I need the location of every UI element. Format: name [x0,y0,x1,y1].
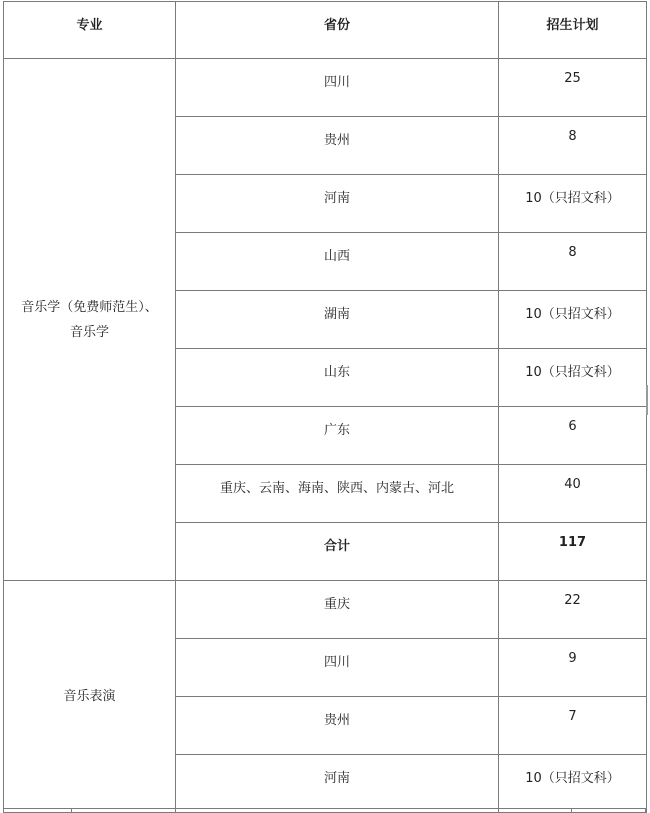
quota-cell: 40 [499,465,647,523]
quota-cell: 22 [499,581,647,639]
quota-cell: 6 [499,407,647,465]
major-name-line: 音乐学 [69,324,109,340]
table-header-row [4,2,647,59]
scroll-edge-mark [646,385,648,415]
enrollment-plan-table [3,1,647,813]
province-cell: 山西 [176,233,499,291]
quota-cell: 10（只招文科） [499,291,647,349]
quota-cell: 10（只招文科） [499,755,647,813]
province-cell: 贵州 [176,117,499,175]
table-row [4,581,647,639]
province-cell: 广东 [176,407,499,465]
province-cell: 河南 [176,175,499,233]
province-cell: 四川 [176,639,499,697]
quota-cell: 8 [499,117,647,175]
next-row-edge [3,808,646,813]
province-cell: 四川 [176,59,499,117]
province-cell: 湖南 [176,291,499,349]
header-quota: 招生计划 [499,2,647,59]
province-cell: 河南 [176,755,499,813]
province-cell: 山东 [176,349,499,407]
table-body [4,59,647,813]
header-major: 专业 [4,2,176,59]
province-cell: 重庆 [176,581,499,639]
total-value-cell: 117 [499,523,647,581]
table-row [4,59,647,117]
quota-cell: 9 [499,639,647,697]
province-cell: 贵州 [176,697,499,755]
quota-cell: 10（只招文科） [499,349,647,407]
quota-cell: 8 [499,233,647,291]
quota-cell: 7 [499,697,647,755]
province-cell: 重庆、云南、海南、陕西、内蒙古、河北 [176,465,499,523]
major-name-line: 音乐学（免费师范生）、 [21,299,158,315]
header-province: 省份 [176,2,499,59]
major-name-line: 音乐表演 [63,689,116,704]
quota-cell: 25 [499,59,647,117]
major-cell [4,581,176,813]
total-label-cell: 合计 [176,523,499,581]
major-cell [4,59,176,581]
quota-cell: 10（只招文科） [499,175,647,233]
